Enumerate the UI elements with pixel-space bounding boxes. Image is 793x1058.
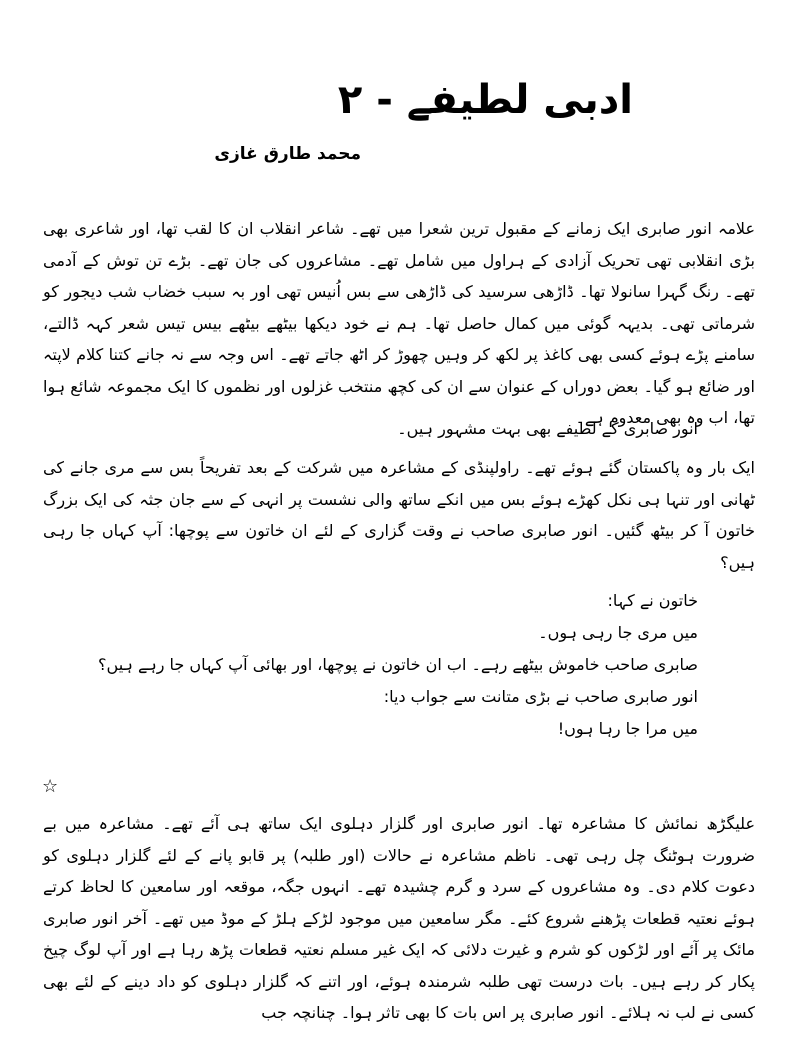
dialogue-line: خاتون نے کہا: <box>607 591 698 610</box>
dialogue-line: صابری صاحب خاموش بیٹھے رہے۔ اب ان خاتون نے پوچھا، اور بھائی آپ کہاں جا رہے ہیں؟ <box>98 655 698 674</box>
dialogue-line: میں مری جا رہی ہوں۔ <box>538 623 698 642</box>
paragraph-aligarh: علیگڑھ نمائش کا مشاعرہ تھا۔ انور صابری اور گلزار دہلوی ایک ساتھ ہی آئے تھے۔ مشاعرہ میں بے ضرورت ہوٹنگ چل رہی تھی۔ ناظم مشاعرہ نے حالات (اور طلبہ) پر قابو پانے کے لئے گلزار دہلوی کو دعوت کلام دی۔ وہ مشاعروں کے سرد و گرم چشیدہ تھے۔ انہوں جگہ، موقعہ اور سامعین کا لحاظ کرتے ہوئے نعتیہ قطعات پڑھنے شروع کئے۔ مگر سامعین میں موجود لڑکے ہلڑ کے موڈ میں تھے۔ آخر انور صابری مائک پر آئے اور لڑکوں کو شرم و غیرت دلائی کہ ایک غیر مسلم نعتیہ قطعات پڑھ رہا ہے اور آپ لوگ چیخ پکار کر رہے ہیں۔ بات درست تھی طلبہ شرمندہ ہوئے، اور اتنے کہ گلزار دہلوی کو داد دینے کے لئے بھی کسی نے لب نہ ہلائے۔ انور صابری پر اس بات کا بھی تاثر ہوا۔ چنانچہ جب <box>43 814 756 1022</box>
line-fame: انور صابری کے لطیفے بھی بہت مشہور ہیں۔ <box>397 419 698 438</box>
section-separator-star: ☆ <box>42 776 59 797</box>
dialogue-line: انور صابری صاحب نے بڑی متانت سے جواب دیا: <box>383 687 698 706</box>
paragraph-intro: علامہ انور صابری ایک زمانے کے مقبول ترین شعرا میں تھے۔ شاعر انقلاب ان کا لقب تھا، اور شاعری بھی بڑی انقلابی تھی تحریک آزادی کے ہراول میں شامل تھے۔ مشاعروں کی جان تھے۔ بڑے تن توش کے آدمی تھے۔ رنگ گہرا سانولا تھا۔ ڈاڑھی سرسید کی ڈاڑھی سے بس اُنیس تھی اور بہ سبب خضاب شب دیجور کو شرماتی تھی۔ بدیہہ گوئی میں کمال حاصل تھا۔ ہم نے خود دیکھا بیٹھے بیٹھے بیس تیس شعر کہہ ڈالتے، سامنے پڑے ہوئے کسی بھی کاغذ پر لکھ کر وہیں چھوڑ کر اٹھ جاتے تھے۔ اس وجہ سے نہ جانے کتنا کلام لاپتہ اور ضائع ہو گیا۔ بعض دوراں کے عنوان سے ان کی کچھ منتخب غزلوں اور نظموں کا ایک مجموعہ شائع ہوا تھا، اب وہ بھی معدوم ہے۔ <box>43 219 755 427</box>
author-name: محمد طارق غازی <box>214 144 361 164</box>
page-title: ادبی لطیفے - ۲ <box>337 77 633 123</box>
dialogue-line: میں مرا جا رہا ہوں! <box>557 719 698 738</box>
paragraph-journey: ایک بار وہ پاکستان گئے ہوئے تھے۔ راولپنڈی کے مشاعرہ میں شرکت کے بعد تفریحاً بس سے مری جانے کی ٹھانی اور تنہا ہی نکل کھڑے ہوئے بس میں انکے ساتھ والی نشست پر انہی کے سے جان جثہ کی ایک بزرگ خاتون آ کر بیٹھ گئیں۔ انور صابری صاحب نے وقت گزاری کے لئے ان خاتون سے پوچھا: آپ کہاں جا رہی ہیں؟ <box>43 458 755 572</box>
